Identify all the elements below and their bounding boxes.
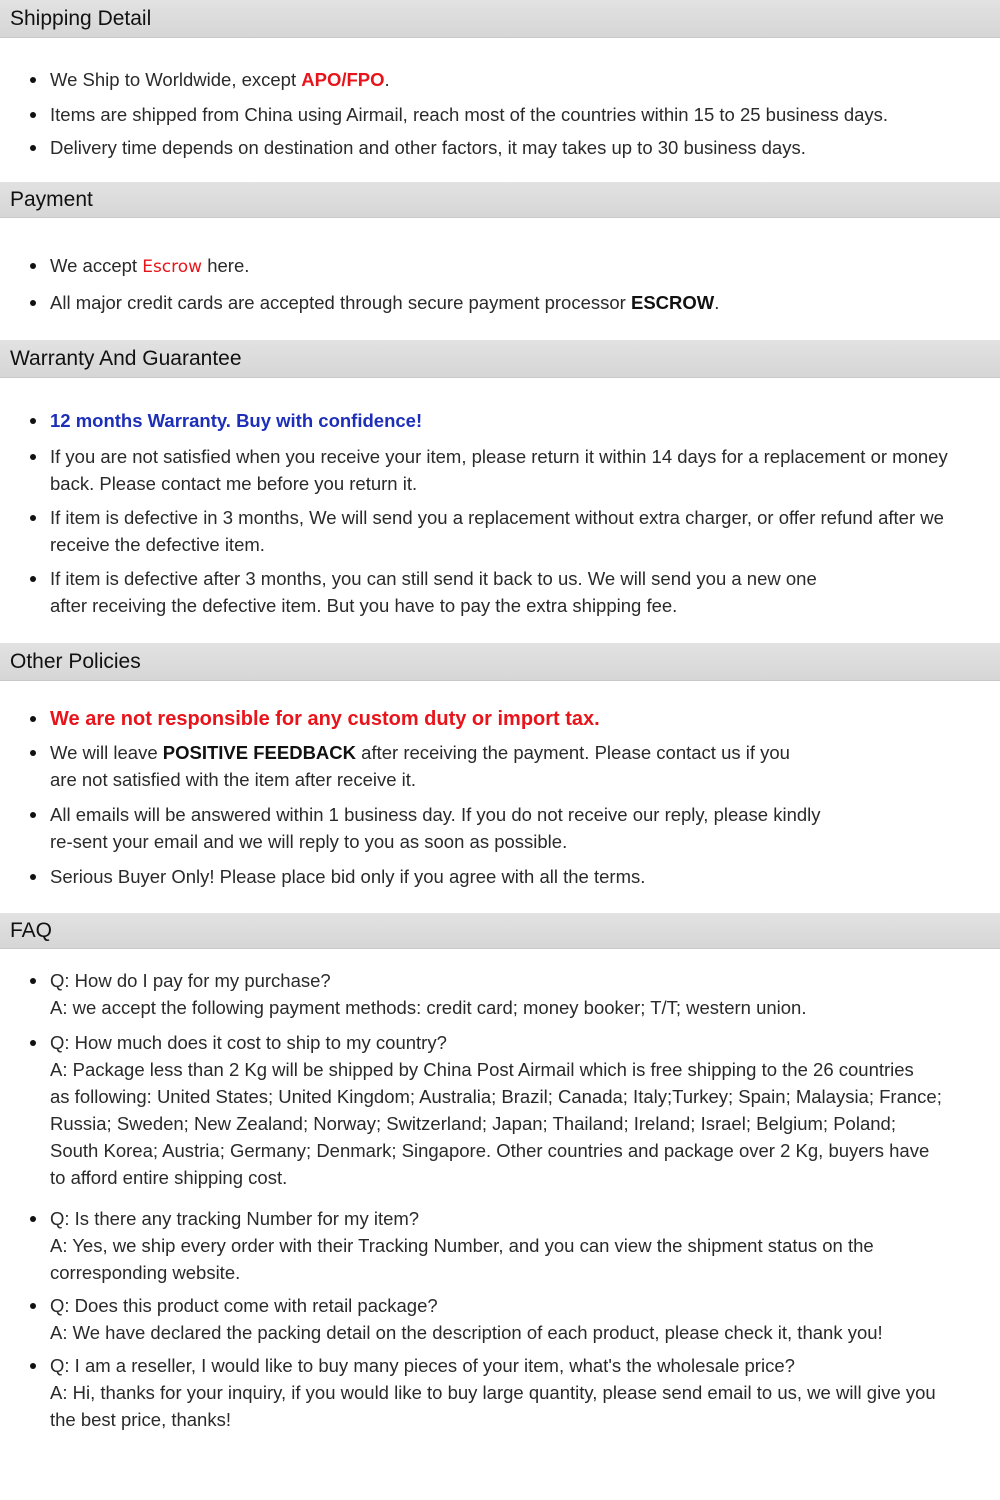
bullet-icon	[30, 112, 36, 118]
bullet-icon	[30, 750, 36, 756]
list-item: All emails will be answered within 1 business day. If you do not receive our reply, please kindly re-sent your email and we will reply to you as soon as possible.	[0, 801, 1000, 855]
payment-list-block	[0, 252, 1000, 316]
faq-answer: A: we accept the following payment methods: credit card; money booker; T/T; western union.	[50, 997, 807, 1018]
faq-question: Q: Does this product come with retail package?	[50, 1295, 438, 1316]
faq-question: Q: I am a reseller, I would like to buy many pieces of your item, what's the wholesale price?	[50, 1355, 795, 1376]
section-header-warranty	[0, 340, 1000, 378]
warranty-list	[0, 407, 1000, 619]
faq-answer: A: We have declared the packing detail on the description of each product, please check it, thank you!	[50, 1322, 883, 1343]
list-item	[0, 705, 1000, 733]
warranty-headline: 12 months Warranty. Buy with confidence!	[50, 410, 423, 431]
faq-list	[0, 967, 1000, 1433]
bullet-icon	[30, 263, 36, 269]
section-title-policies: Other Policies	[10, 649, 141, 673]
bullet-icon	[30, 454, 36, 460]
bullet-icon	[30, 1040, 36, 1046]
faq-list-block	[0, 967, 1000, 1433]
faq-item	[0, 967, 1000, 1021]
apo-fpo-highlight: APO/FPO	[301, 69, 385, 90]
section-title-payment: Payment	[10, 187, 93, 211]
escrow-bold: ESCROW	[630, 292, 715, 313]
policies-list	[0, 705, 1000, 890]
section-title-faq: FAQ	[10, 918, 53, 942]
section-header-policies	[0, 643, 1000, 681]
policies-list-block	[0, 705, 1000, 890]
shipping-list-block	[0, 66, 1000, 161]
bullet-icon	[30, 300, 36, 306]
warranty-list-block	[0, 407, 1000, 619]
faq-item: Q: How much does it cost to ship to my country? A: Package less than 2 Kg will be shipped by China Post Airmail which is free shipping to the 26 countries as following: United States; United Kingdom; Australia; Brazil; Canada; Italy;Turkey; Spain; Malaysia; France; Russia; Sweden; New Zealand; Norway; Switzerland; Japan; Thailand; Ireland; Israel; Belgium; Poland; South Korea; Austria; Germany; Denmark; Singapore. Other countries and package over 2 Kg, buyers have to afford entire shipping cost.	[0, 1029, 1000, 1191]
list-item: Items are shipped from China using Airmail, reach most of the countries within 15 to 25 business days.	[0, 101, 1000, 128]
faq-question: Q: Is there any tracking Number for my item?	[50, 1208, 420, 1229]
list-item: If item is defective after 3 months, you can still send it back to us. We will send you a new one after receiving the defective item. But you have to pay the extra shipping fee.	[0, 565, 1000, 619]
bullet-icon	[30, 978, 36, 984]
list-item: If you are not satisfied when you receive your item, please return it within 14 days for a replacement or money back. Please contact me before you return it.	[0, 443, 1000, 497]
shipping-list	[0, 66, 1000, 161]
faq-item	[0, 1292, 1000, 1346]
bullet-icon	[30, 77, 36, 83]
bullet-icon	[30, 145, 36, 151]
list-item: If item is defective in 3 months, We will send you a replacement without extra charger, or offer refund after we receive the defective item.	[0, 504, 1000, 558]
bullet-icon	[30, 1216, 36, 1222]
section-header-shipping	[0, 0, 1000, 38]
list-item: We Ship to Worldwide, except APO/FPO.	[0, 66, 1000, 93]
list-item: Serious Buyer Only! Please place bid only if you agree with all the terms.	[0, 863, 1000, 890]
escrow-highlight: Escrow	[142, 257, 203, 277]
bullet-icon	[30, 874, 36, 880]
bullet-icon	[30, 812, 36, 818]
list-item: We accept Escrow here.	[0, 252, 1000, 281]
list-item: Delivery time depends on destination and other factors, it may takes up to 30 business days.	[0, 134, 1000, 161]
section-header-payment	[0, 182, 1000, 218]
section-title-shipping: Shipping Detail	[10, 6, 152, 30]
bullet-icon	[30, 576, 36, 582]
bullet-icon	[30, 418, 36, 424]
payment-list	[0, 252, 1000, 316]
section-header-faq	[0, 913, 1000, 949]
list-item: All major credit cards are accepted through secure payment processor ESCROW.	[0, 289, 1000, 316]
faq-item: Q: I am a reseller, I would like to buy many pieces of your item, what's the wholesale price? A: Hi, thanks for your inquiry, if you would like to buy large quantity, please send email to us, we will give you the best price, thanks!	[0, 1352, 1000, 1433]
bullet-icon	[30, 515, 36, 521]
faq-question: Q: How do I pay for my purchase?	[50, 970, 331, 991]
faq-item: Q: Is there any tracking Number for my item? A: Yes, we ship every order with their Tracking Number, and you can view the shipment status on the corresponding website.	[0, 1205, 1000, 1286]
faq-question: Q: How much does it cost to ship to my country?	[50, 1032, 447, 1053]
list-item: We will leave POSITIVE FEEDBACK after receiving the payment. Please contact us if you are not satisfied with the item after receive it.	[0, 739, 1000, 793]
positive-feedback-bold: POSITIVE FEEDBACK	[162, 742, 357, 763]
bullet-icon	[30, 716, 36, 722]
faq-answer: A: Package less than 2 Kg will be shipped by China Post Airmail which is free shipping to the 26 countries	[50, 1059, 914, 1080]
custom-duty-notice: We are not responsible for any custom duty or import tax.	[50, 708, 600, 730]
section-title-warranty: Warranty And Guarantee	[10, 346, 242, 370]
list-item	[0, 407, 1000, 434]
faq-answer: A: Hi, thanks for your inquiry, if you would like to buy large quantity, please send email to us, we will give you	[50, 1382, 936, 1403]
bullet-icon	[30, 1303, 36, 1309]
bullet-icon	[30, 1363, 36, 1369]
faq-answer: A: Yes, we ship every order with their Tracking Number, and you can view the shipment status on the	[50, 1235, 874, 1256]
